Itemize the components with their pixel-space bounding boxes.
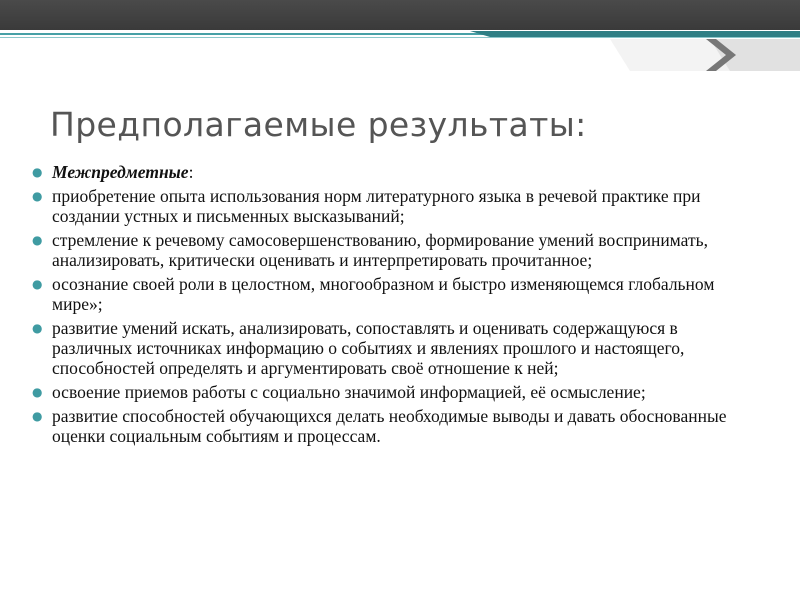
list-item (30, 230, 760, 270)
arrow-decoration-icon (470, 31, 800, 73)
bullet-dot-icon: ● (32, 233, 43, 247)
top-bar (0, 0, 800, 30)
list-item (30, 406, 760, 446)
bullet-dot-icon: ● (32, 321, 43, 335)
list-item (30, 274, 760, 314)
list-item (30, 382, 760, 402)
list-item-text: стремление к речевому самосовершенствованию, формирование умений воспринимать, анализировать, критически оценивать и интерпретировать прочитанное; (52, 230, 708, 270)
bullet-dot-icon: ● (32, 409, 43, 423)
list-item-text: приобретение опыта использования норм литературного языка в речевой практике при создании устных и письменных высказываний; (52, 186, 701, 226)
slide-title: Предполагаемые результаты: (50, 105, 587, 144)
heading-suffix: : (188, 162, 194, 182)
bullet-list (30, 162, 760, 450)
list-item (30, 318, 760, 378)
bullet-dot-icon: ● (32, 165, 43, 179)
list-item-text: развитие умений искать, анализировать, сопоставлять и оценивать содержащуюся в различных источниках информацию о событиях и явлениях прошлого и настоящего, способностей определять и аргументировать своё отношение к ней; (52, 318, 685, 378)
list-item-text: развитие способностей обучающихся делать необходимые выводы и давать обоснованные оценки социальным событиям и процессам. (52, 406, 727, 446)
list-item-heading (30, 162, 760, 182)
heading-label: Межпредметные (52, 162, 189, 182)
bullet-dot-icon: ● (32, 189, 43, 203)
list-item (30, 186, 760, 226)
list-item-text: освоение приемов работы с социально значимой информацией, её осмысление; (52, 382, 646, 402)
bullet-dot-icon: ● (32, 385, 43, 399)
bullet-dot-icon: ● (32, 277, 43, 291)
list-item-text: осознание своей роли в целостном, многообразном и быстро изменяющемся глобальном мире»; (52, 274, 715, 314)
